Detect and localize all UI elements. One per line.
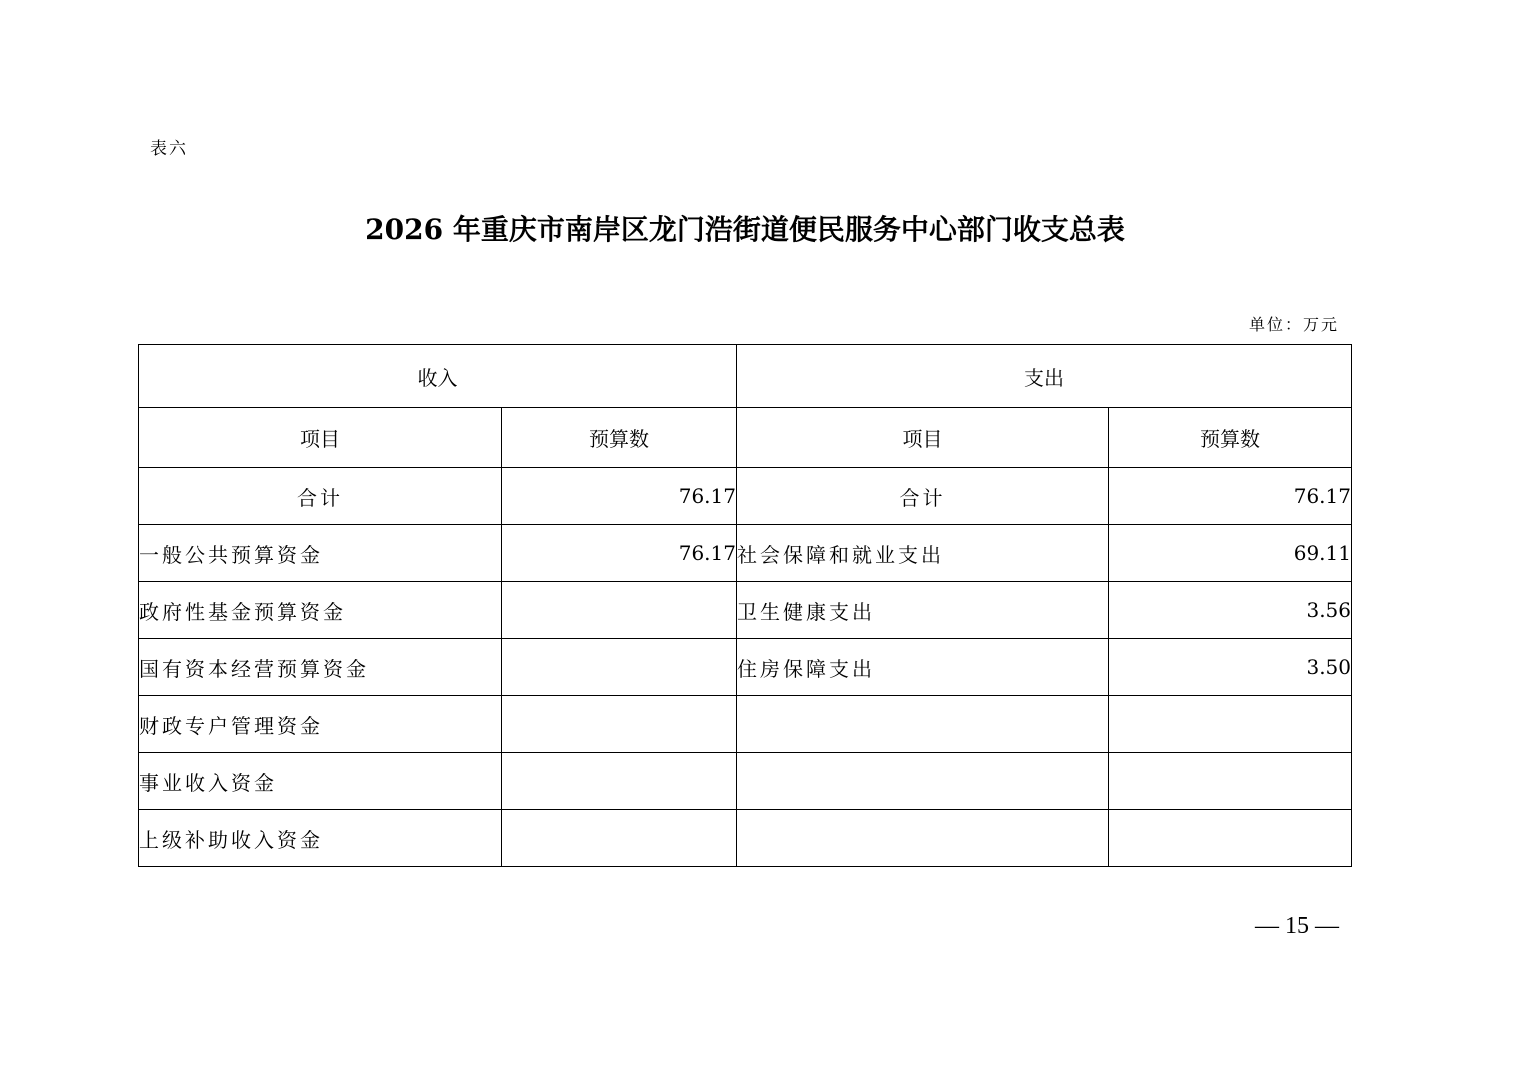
table-label: 表六 <box>150 139 188 159</box>
income-item: 一般公共预算资金 <box>139 525 502 582</box>
table-row <box>139 582 1352 639</box>
table-row <box>139 810 1352 867</box>
expense-value: 3.56 <box>1109 582 1352 639</box>
expense-item: 住房保障支出 <box>737 639 1109 696</box>
income-item: 上级补助收入资金 <box>139 810 502 867</box>
expense-item <box>737 753 1109 810</box>
income-value <box>502 582 737 639</box>
income-item-column-header: 项目 <box>139 408 502 468</box>
income-total-label: 合计 <box>139 468 502 525</box>
unit-label: 单位：万元 <box>1248 315 1339 334</box>
expense-value <box>1109 810 1352 867</box>
table-row <box>139 753 1352 810</box>
income-item: 事业收入资金 <box>139 753 502 810</box>
income-item: 国有资本经营预算资金 <box>139 639 502 696</box>
expense-item <box>737 696 1109 753</box>
expense-item: 社会保障和就业支出 <box>737 525 1109 582</box>
page-number: — 15 — <box>1255 913 1339 939</box>
income-value <box>502 810 737 867</box>
table-row <box>139 639 1352 696</box>
expense-total-label: 合计 <box>737 468 1109 525</box>
total-row <box>139 468 1352 525</box>
expense-budget-column-header: 预算数 <box>1109 408 1352 468</box>
expense-section-header: 支出 <box>737 345 1352 408</box>
income-value <box>502 696 737 753</box>
expense-item <box>737 810 1109 867</box>
income-total-value: 76.17 <box>502 468 737 525</box>
income-value <box>502 753 737 810</box>
income-item: 政府性基金预算资金 <box>139 582 502 639</box>
page-title: 2026 年重庆市南岸区龙门浩街道便民服务中心部门收支总表 <box>365 213 1125 246</box>
budget-summary-table <box>138 344 1352 867</box>
expense-item: 卫生健康支出 <box>737 582 1109 639</box>
income-value: 76.17 <box>502 525 737 582</box>
table-row <box>139 696 1352 753</box>
income-section-header: 收入 <box>139 345 737 408</box>
table-row <box>139 525 1352 582</box>
income-value <box>502 639 737 696</box>
income-item: 财政专户管理资金 <box>139 696 502 753</box>
expense-item-column-header: 项目 <box>737 408 1109 468</box>
expense-total-value: 76.17 <box>1109 468 1352 525</box>
income-budget-column-header: 预算数 <box>502 408 737 468</box>
section-header-row <box>139 345 1352 408</box>
expense-value: 69.11 <box>1109 525 1352 582</box>
column-header-row <box>139 408 1352 468</box>
expense-value <box>1109 696 1352 753</box>
expense-value <box>1109 753 1352 810</box>
expense-value: 3.50 <box>1109 639 1352 696</box>
